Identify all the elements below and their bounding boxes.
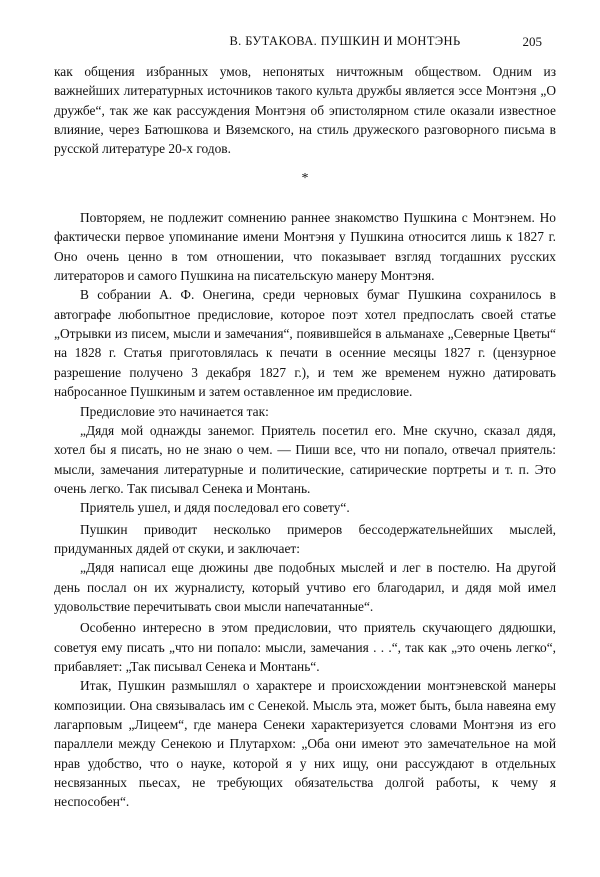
quote-uncle-fell-ill: „Дядя мой однажды занемог. Приятель посетил его. Мне скучно, сказал дядя, хотел бы я писать, но не знаю о чем. — Пиши все, что ни попало, отвечал приятель: мысли, замечания литературные и политические, сатирические портреты и т. п. Это очень легко. Так писывал Сенека и Монтань. <box>54 422 556 496</box>
quote-uncle-wrote: „Дядя написал еще дюжины две подобных мыслей и лег в постелю. На другой день послал он их журналисту, который учтиво его благодарил, и дядя мой имел удовольствие перечитывать свои мысли напечатанные“. <box>54 560 556 614</box>
paragraph-friendship-cult: как общения избранных умов, непонятых ничтожным обществом. Одним из важнейших литературных источников такого культа дружбы является эссе Монтэня „О дружбе“, так же как рассуждения Монтэня об эпистолярном стиле оказали известное влияние, через Батюшкова и Вяземского, на стиль дружеского разговорного письма в русской литературе 20-х годов. <box>54 64 556 157</box>
paragraph-examples: Пушкин приводит несколько примеров бессодержательнейших мыслей, придуманных дядей от скуки, и заключает: <box>54 521 556 556</box>
quote-friend-left: Приятель ушел, и дядя последовал его совету“. <box>80 500 350 516</box>
paragraph-seneca-plutarch: Итак, Пушкин размышлял о характере и происхождении монтэневской манеры композиции. Она связывалась им с Сенекой. Мысль эта, может быть, была навеяна ему лагарповым „Лицеем“, где манера Сенеки характеризуется словами Монтэня из его параллели между Сенекою и Плутархом: „Оба они имеют это замечательное на мой нрав удобство, что о науке, которой я у них ищу, они рассуждают в отдельных несвязанных пьесах, не требующих обязательства долгой работы, к чему я неспособен“. <box>54 678 556 810</box>
running-head <box>120 34 570 49</box>
paragraph-onegin-collection: В собрании А. Ф. Онегина, среди черновых бумаг Пушкина сохранилось в автографе любопытное предисловие, которое поэт хотел предпослать своей статье „Отрывки из писем, мысли и замечания“, появившейся в альманахе „Северные Цветы“ на 1828 г. Статья приготовлялась к печати в осенние месяцы 1827 г. (цензурное разрешение получено 3 декабря 1827 г.), и тем же временем нужно датировать набросанное Пушкиным и затем оставленное им предисловие. <box>54 287 556 400</box>
page-number: 205 <box>522 34 542 49</box>
paragraph-especially-interesting: Особенно интересно в этом предисловии, что приятель скучающего дядюшки, советуя ему писать „что ни попало: мысли, замечания . . .“, так как „это очень легко“, прибавляет: „Так писывал Сенека и Монтань“. <box>54 620 556 674</box>
running-title: В. БУТАКОВА. ПУШКИН И МОНТЭНЬ <box>229 34 461 48</box>
paragraph-first-mention: Повторяем, не подлежит сомнению раннее знакомство Пушкина с Монтэнем. Но фактически первое упоминание имени Монтэня у Пушкина относится лишь к 1827 г. Оно очень ценно в том отношении, что показывает взгляд тогдашних русских литераторов и самого Пушкина на писательскую манеру Монтэня. <box>54 210 556 284</box>
paragraph-preface-intro: Предисловие это начинается так: <box>80 403 269 419</box>
section-separator-asterisk: * <box>301 170 309 186</box>
body-text <box>54 62 556 812</box>
